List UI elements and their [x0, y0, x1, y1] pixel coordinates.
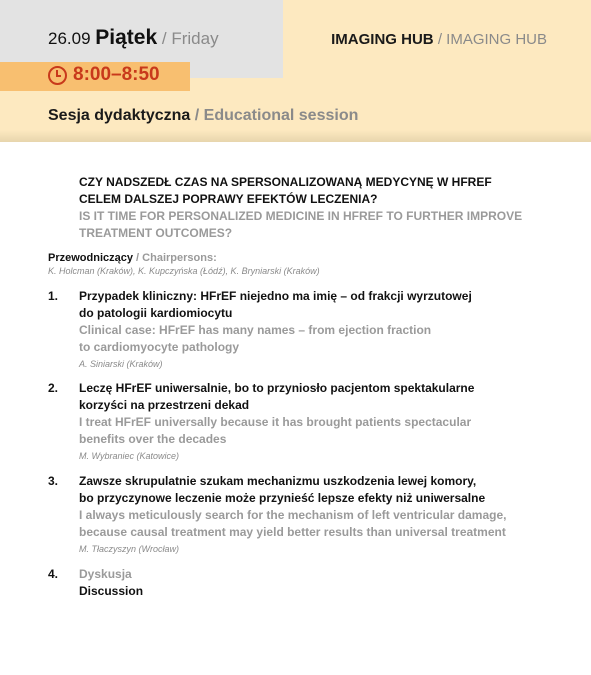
chairpersons-label-english: / Chairpersons: — [136, 252, 217, 264]
item-title-english: I treat HFrEF universally because it has brought patients spectacular — [79, 415, 472, 429]
item-body — [79, 288, 519, 373]
item-body — [79, 380, 519, 465]
item-body — [79, 566, 519, 600]
item-title-polish: do patologii kardiomiocytu — [79, 306, 233, 320]
item-number: 1. — [48, 289, 59, 303]
item-title-english: to cardiomyocyte pathology — [79, 340, 240, 354]
item-title-english: because causal treatment may yield better results than universal treatment — [79, 525, 506, 539]
title-english-line: IS IT TIME FOR PERSONALIZED MEDICINE IN HFREF TO FURTHER IMPROVE — [79, 209, 523, 223]
title-polish-line: CZY NADSZEDŁ CZAS NA SPERSONALIZOWANĄ MEDYCYNĘ W HFREF — [79, 175, 492, 189]
date: 26.09 — [48, 29, 91, 48]
room-polish: IMAGING HUB — [331, 31, 434, 48]
main-title — [79, 174, 549, 242]
day-english: Friday — [171, 29, 219, 48]
title-english-line: TREATMENT OUTCOMES? — [79, 226, 233, 240]
item-number: 4. — [48, 567, 59, 581]
day-polish: Piątek — [95, 26, 158, 49]
room-english: IMAGING HUB — [446, 31, 547, 48]
separator: / — [437, 31, 442, 48]
chairpersons-label — [48, 251, 548, 265]
item-title-polish: Zawsze skrupulatnie szukam mechanizmu uszkodzenia lewej komory, — [79, 474, 477, 488]
separator: / — [161, 29, 167, 48]
item-number: 2. — [48, 381, 59, 395]
item-title-english: I always meticulously search for the mechanism of left ventricular damage, — [79, 508, 507, 522]
session-title-english: Educational session — [203, 107, 359, 124]
item-title-polish: korzyści na przestrzeni dekad — [79, 398, 250, 412]
date-heading — [48, 26, 219, 50]
chairpersons-names: K. Holcman (Kraków), K. Kupczyńska (Łódź), K. Bryniarski (Kraków) — [48, 266, 320, 276]
item-title-english: Discussion — [79, 584, 144, 598]
item-body — [79, 473, 519, 558]
item-title-polish: bo przyczynowe leczenie może przynieść lepsze efekty niż uniwersalne — [79, 491, 486, 505]
session-title — [48, 107, 358, 125]
item-speaker: M. Tłaczyszyn (Wrocław) — [79, 544, 180, 554]
title-polish-line: CELEM DALSZEJ POPRAWY EFEKTÓW LECZENIA? — [79, 192, 378, 206]
item-title-polish: Dyskusja — [79, 567, 132, 581]
session-title-polish: Sesja dydaktyczna — [48, 107, 191, 124]
item-speaker: A. Siniarski (Kraków) — [79, 359, 163, 369]
session-time: 8:00–8:50 — [73, 64, 160, 85]
item-number: 3. — [48, 474, 59, 488]
item-speaker: M. Wybraniec (Katowice) — [79, 451, 180, 461]
clock-icon — [48, 66, 67, 85]
room-label — [331, 31, 547, 48]
separator: / — [194, 107, 200, 124]
item-title-english: Clinical case: HFrEF has many names – from ejection fraction — [79, 323, 432, 337]
item-title-english: benefits over the decades — [79, 432, 227, 446]
chairpersons — [48, 251, 548, 278]
item-title-polish: Leczę HFrEF uniwersalnie, bo to przyniosło pacjentom spektakularne — [79, 381, 475, 395]
chairpersons-label-polish: Przewodniczący — [48, 252, 133, 264]
item-title-polish: Przypadek kliniczny: HFrEF niejedno ma imię – od frakcji wyrzutowej — [79, 289, 472, 303]
